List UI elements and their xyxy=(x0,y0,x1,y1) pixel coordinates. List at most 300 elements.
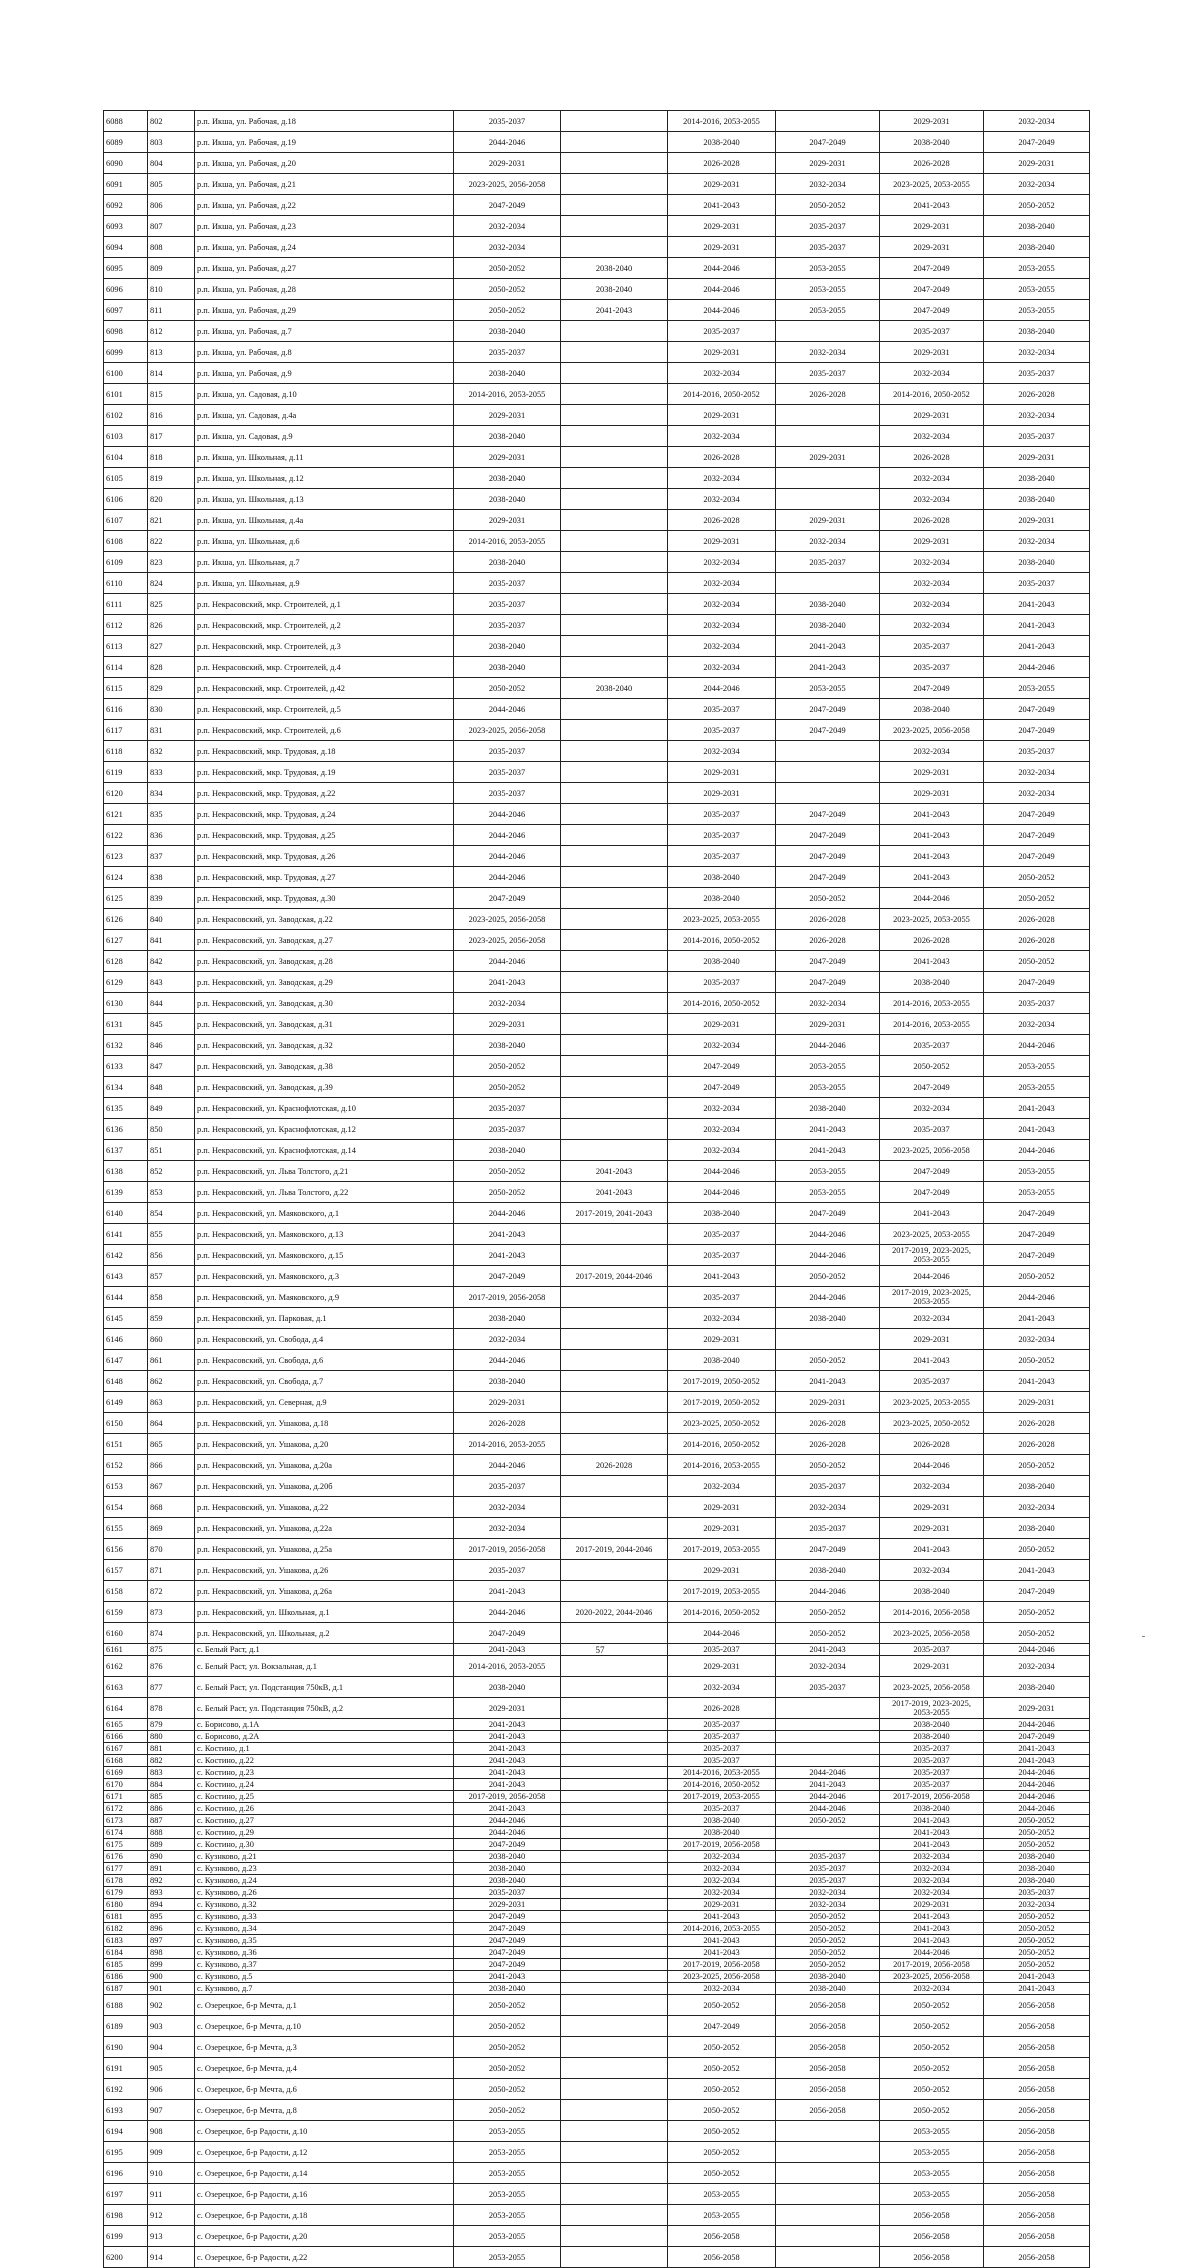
table-row xyxy=(104,2100,1090,2121)
period-6-cell: 2047-2049 xyxy=(984,804,1090,825)
row-number: 6146 xyxy=(104,1329,148,1350)
period-5-cell: 2032-2034 xyxy=(880,1098,984,1119)
period-4-cell: 2044-2046 xyxy=(776,1224,880,1245)
period-5-cell: 2056-2058 xyxy=(880,2205,984,2226)
table-row xyxy=(104,552,1090,573)
period-4-cell: 2029-2031 xyxy=(776,447,880,468)
period-1-cell: 2050-2052 xyxy=(454,1056,561,1077)
period-4-cell xyxy=(776,405,880,426)
period-3-cell: 2032-2034 xyxy=(668,1119,776,1140)
building-number: 860 xyxy=(148,1329,195,1350)
period-6-cell: 2053-2055 xyxy=(984,300,1090,321)
address-cell: с. Озерецкое, б-р Мечта, д.3 xyxy=(195,2037,454,2058)
period-6-cell: 2038-2040 xyxy=(984,1677,1090,1698)
period-6-cell: 2050-2052 xyxy=(984,1539,1090,1560)
period-3-cell: 2050-2052 xyxy=(668,2142,776,2163)
period-6-cell: 2047-2049 xyxy=(984,1224,1090,1245)
period-2-cell xyxy=(561,1098,668,1119)
period-4-cell: 2035-2037 xyxy=(776,1677,880,1698)
period-6-cell: 2044-2046 xyxy=(984,1035,1090,1056)
row-number: 6128 xyxy=(104,951,148,972)
period-2-cell xyxy=(561,2184,668,2205)
table-row xyxy=(104,195,1090,216)
row-number: 6164 xyxy=(104,1698,148,1719)
period-5-cell: 2050-2052 xyxy=(880,2079,984,2100)
period-4-cell: 2041-2043 xyxy=(776,1644,880,1656)
period-6-cell: 2056-2058 xyxy=(984,2037,1090,2058)
period-5-cell: 2032-2034 xyxy=(880,1476,984,1497)
period-3-cell: 2035-2037 xyxy=(668,1224,776,1245)
period-6-cell: 2041-2043 xyxy=(984,615,1090,636)
period-2-cell xyxy=(561,216,668,237)
period-6-cell: 2032-2034 xyxy=(984,783,1090,804)
period-2-cell xyxy=(561,321,668,342)
period-5-cell: 2023-2025, 2050-2052 xyxy=(880,1413,984,1434)
period-6-cell: 2047-2049 xyxy=(984,699,1090,720)
table-row xyxy=(104,1899,1090,1911)
table-row xyxy=(104,1971,1090,1983)
period-3-cell: 2035-2037 xyxy=(668,825,776,846)
period-3-cell: 2029-2031 xyxy=(668,216,776,237)
period-3-cell: 2044-2046 xyxy=(668,1182,776,1203)
table-row xyxy=(104,153,1090,174)
period-6-cell: 2056-2058 xyxy=(984,2058,1090,2079)
building-number: 848 xyxy=(148,1077,195,1098)
period-5-cell: 2023-2025, 2053-2055 xyxy=(880,909,984,930)
period-1-cell: 2047-2049 xyxy=(454,1947,561,1959)
period-1-cell: 2041-2043 xyxy=(454,1743,561,1755)
address-cell: с. Кузнково, д.35 xyxy=(195,1935,454,1947)
address-cell: р.п. Икша, ул. Школьная, д.13 xyxy=(195,489,454,510)
period-2-cell xyxy=(561,1518,668,1539)
period-5-cell: 2041-2043 xyxy=(880,825,984,846)
row-number: 6156 xyxy=(104,1539,148,1560)
period-2-cell: 2041-2043 xyxy=(561,1182,668,1203)
period-3-cell: 2047-2049 xyxy=(668,2016,776,2037)
row-number: 6137 xyxy=(104,1140,148,1161)
building-number: 866 xyxy=(148,1455,195,1476)
row-number: 6151 xyxy=(104,1434,148,1455)
building-number: 804 xyxy=(148,153,195,174)
address-cell: р.п. Некрасовский, ул. Заводская, д.22 xyxy=(195,909,454,930)
row-number: 6101 xyxy=(104,384,148,405)
period-5-cell: 2035-2037 xyxy=(880,1779,984,1791)
period-5-cell: 2053-2055 xyxy=(880,2121,984,2142)
period-1-cell: 2029-2031 xyxy=(454,153,561,174)
period-6-cell: 2053-2055 xyxy=(984,678,1090,699)
period-2-cell xyxy=(561,1923,668,1935)
period-3-cell: 2032-2034 xyxy=(668,573,776,594)
row-number: 6168 xyxy=(104,1755,148,1767)
table-row xyxy=(104,657,1090,678)
period-5-cell: 2032-2034 xyxy=(880,741,984,762)
period-1-cell: 2035-2037 xyxy=(454,594,561,615)
period-6-cell: 2056-2058 xyxy=(984,2247,1090,2268)
period-6-cell: 2050-2052 xyxy=(984,1923,1090,1935)
table-row xyxy=(104,867,1090,888)
period-4-cell: 2047-2049 xyxy=(776,132,880,153)
period-4-cell xyxy=(776,321,880,342)
address-cell: р.п. Некрасовский, мкр. Строителей, д.4 xyxy=(195,657,454,678)
period-4-cell: 2053-2055 xyxy=(776,300,880,321)
table-row xyxy=(104,1839,1090,1851)
period-3-cell: 2014-2016, 2053-2055 xyxy=(668,1767,776,1779)
period-3-cell: 2038-2040 xyxy=(668,1815,776,1827)
building-number: 859 xyxy=(148,1308,195,1329)
row-number: 6095 xyxy=(104,258,148,279)
address-cell: с. Костино, д.23 xyxy=(195,1767,454,1779)
building-number: 869 xyxy=(148,1518,195,1539)
row-number: 6126 xyxy=(104,909,148,930)
address-cell: р.п. Икша, ул. Рабочая, д.28 xyxy=(195,279,454,300)
building-number: 855 xyxy=(148,1224,195,1245)
building-number: 835 xyxy=(148,804,195,825)
period-4-cell: 2050-2052 xyxy=(776,888,880,909)
period-5-cell: 2035-2037 xyxy=(880,1743,984,1755)
period-2-cell: 2017-2019, 2044-2046 xyxy=(561,1539,668,1560)
period-1-cell: 2035-2037 xyxy=(454,762,561,783)
period-2-cell xyxy=(561,1911,668,1923)
period-6-cell: 2050-2052 xyxy=(984,867,1090,888)
building-number: 884 xyxy=(148,1779,195,1791)
table-row xyxy=(104,1698,1090,1719)
period-1-cell: 2014-2016, 2053-2055 xyxy=(454,1656,561,1677)
period-6-cell: 2032-2034 xyxy=(984,531,1090,552)
period-3-cell: 2038-2040 xyxy=(668,1827,776,1839)
period-1-cell: 2029-2031 xyxy=(454,510,561,531)
period-4-cell xyxy=(776,1827,880,1839)
period-2-cell xyxy=(561,1497,668,1518)
period-3-cell: 2014-2016, 2050-2052 xyxy=(668,993,776,1014)
period-6-cell: 2035-2037 xyxy=(984,993,1090,1014)
address-cell: р.п. Некрасовский, мкр. Трудовая, д.18 xyxy=(195,741,454,762)
period-6-cell: 2056-2058 xyxy=(984,2226,1090,2247)
period-1-cell: 2032-2034 xyxy=(454,993,561,1014)
period-5-cell: 2029-2031 xyxy=(880,762,984,783)
table-row xyxy=(104,1779,1090,1791)
address-cell: р.п. Икша, ул. Рабочая, д.27 xyxy=(195,258,454,279)
period-2-cell xyxy=(561,846,668,867)
address-cell: с. Кузнково, д.7 xyxy=(195,1983,454,1995)
period-2-cell: 2026-2028 xyxy=(561,1455,668,1476)
address-cell: р.п. Некрасовский, ул. Заводская, д.39 xyxy=(195,1077,454,1098)
building-number: 909 xyxy=(148,2142,195,2163)
period-4-cell: 2047-2049 xyxy=(776,825,880,846)
period-3-cell: 2032-2034 xyxy=(668,1863,776,1875)
period-3-cell: 2041-2043 xyxy=(668,1266,776,1287)
table-row xyxy=(104,951,1090,972)
building-number: 831 xyxy=(148,720,195,741)
period-3-cell: 2014-2016, 2053-2055 xyxy=(668,1455,776,1476)
table-row xyxy=(104,384,1090,405)
period-4-cell: 2035-2037 xyxy=(776,1476,880,1497)
period-4-cell: 2050-2052 xyxy=(776,1947,880,1959)
period-2-cell xyxy=(561,762,668,783)
period-5-cell: 2026-2028 xyxy=(880,1434,984,1455)
address-cell: р.п. Икша, ул. Школьная, д.12 xyxy=(195,468,454,489)
period-6-cell: 2047-2049 xyxy=(984,846,1090,867)
address-cell: р.п. Икша, ул. Школьная, д.7 xyxy=(195,552,454,573)
period-2-cell xyxy=(561,468,668,489)
building-number: 830 xyxy=(148,699,195,720)
period-3-cell: 2017-2019, 2053-2055 xyxy=(668,1791,776,1803)
row-number: 6181 xyxy=(104,1911,148,1923)
address-cell: с. Озерецкое, б-р Мечта, д.4 xyxy=(195,2058,454,2079)
period-5-cell: 2035-2037 xyxy=(880,1035,984,1056)
table-row xyxy=(104,909,1090,930)
period-4-cell: 2032-2034 xyxy=(776,1887,880,1899)
table-row xyxy=(104,1518,1090,1539)
period-4-cell xyxy=(776,741,880,762)
period-1-cell: 2050-2052 xyxy=(454,258,561,279)
period-1-cell: 2044-2046 xyxy=(454,1827,561,1839)
period-1-cell: 2035-2037 xyxy=(454,1887,561,1899)
period-4-cell xyxy=(776,426,880,447)
period-2-cell xyxy=(561,1935,668,1947)
period-2-cell xyxy=(561,1350,668,1371)
period-1-cell: 2050-2052 xyxy=(454,1161,561,1182)
period-5-cell: 2032-2034 xyxy=(880,1983,984,1995)
building-number: 904 xyxy=(148,2037,195,2058)
building-number: 881 xyxy=(148,1743,195,1755)
period-4-cell: 2047-2049 xyxy=(776,867,880,888)
period-6-cell: 2032-2034 xyxy=(984,111,1090,132)
building-number: 912 xyxy=(148,2205,195,2226)
period-2-cell xyxy=(561,1287,668,1308)
period-1-cell: 2044-2046 xyxy=(454,1455,561,1476)
period-2-cell: 2038-2040 xyxy=(561,258,668,279)
period-6-cell: 2035-2037 xyxy=(984,1887,1090,1899)
period-6-cell: 2029-2031 xyxy=(984,153,1090,174)
period-1-cell: 2053-2055 xyxy=(454,2226,561,2247)
period-2-cell xyxy=(561,2100,668,2121)
period-4-cell: 2038-2040 xyxy=(776,615,880,636)
period-3-cell: 2032-2034 xyxy=(668,489,776,510)
row-number: 6124 xyxy=(104,867,148,888)
period-5-cell: 2032-2034 xyxy=(880,1863,984,1875)
period-1-cell: 2047-2049 xyxy=(454,1935,561,1947)
building-number: 833 xyxy=(148,762,195,783)
building-number: 817 xyxy=(148,426,195,447)
period-1-cell: 2053-2055 xyxy=(454,2142,561,2163)
table-row xyxy=(104,1656,1090,1677)
period-4-cell: 2026-2028 xyxy=(776,384,880,405)
period-1-cell: 2044-2046 xyxy=(454,951,561,972)
address-cell: р.п. Некрасовский, ул. Краснофлотская, д.14 xyxy=(195,1140,454,1161)
table-row xyxy=(104,1911,1090,1923)
period-6-cell: 2056-2058 xyxy=(984,2163,1090,2184)
period-3-cell: 2041-2043 xyxy=(668,1911,776,1923)
table-row xyxy=(104,1767,1090,1779)
address-cell: р.п. Некрасовский, ул. Ушакова, д.22а xyxy=(195,1518,454,1539)
period-1-cell: 2053-2055 xyxy=(454,2247,561,2268)
period-3-cell: 2029-2031 xyxy=(668,405,776,426)
period-6-cell: 2044-2046 xyxy=(984,1779,1090,1791)
period-2-cell: 2020-2022, 2044-2046 xyxy=(561,1602,668,1623)
period-5-cell: 2026-2028 xyxy=(880,447,984,468)
period-6-cell: 2050-2052 xyxy=(984,1827,1090,1839)
row-number: 6120 xyxy=(104,783,148,804)
period-5-cell: 2038-2040 xyxy=(880,1581,984,1602)
period-6-cell: 2038-2040 xyxy=(984,321,1090,342)
period-4-cell xyxy=(776,2121,880,2142)
repair-schedule-table xyxy=(103,110,1090,2268)
address-cell: с. Костино, д.27 xyxy=(195,1815,454,1827)
building-number: 901 xyxy=(148,1983,195,1995)
period-4-cell xyxy=(776,2142,880,2163)
period-5-cell: 2023-2025, 2053-2055 xyxy=(880,1392,984,1413)
period-3-cell: 2029-2031 xyxy=(668,531,776,552)
period-2-cell xyxy=(561,1119,668,1140)
period-4-cell: 2044-2046 xyxy=(776,1245,880,1266)
building-number: 907 xyxy=(148,2100,195,2121)
table-row xyxy=(104,1731,1090,1743)
period-2-cell xyxy=(561,132,668,153)
period-1-cell: 2029-2031 xyxy=(454,1014,561,1035)
table-row xyxy=(104,1014,1090,1035)
row-number: 6105 xyxy=(104,468,148,489)
building-number: 829 xyxy=(148,678,195,699)
period-3-cell: 2014-2016, 2050-2052 xyxy=(668,384,776,405)
building-number: 867 xyxy=(148,1476,195,1497)
period-4-cell: 2044-2046 xyxy=(776,1035,880,1056)
period-3-cell: 2014-2016, 2050-2052 xyxy=(668,1602,776,1623)
period-2-cell xyxy=(561,195,668,216)
address-cell: р.п. Икша, ул. Садовая, д.10 xyxy=(195,384,454,405)
row-number: 6088 xyxy=(104,111,148,132)
period-3-cell: 2029-2031 xyxy=(668,762,776,783)
building-number: 815 xyxy=(148,384,195,405)
period-4-cell: 2044-2046 xyxy=(776,1791,880,1803)
period-2-cell xyxy=(561,804,668,825)
period-4-cell: 2035-2037 xyxy=(776,1518,880,1539)
address-cell: р.п. Некрасовский, ул. Школьная, д.1 xyxy=(195,1602,454,1623)
period-4-cell xyxy=(776,573,880,594)
address-cell: р.п. Некрасовский, мкр. Трудовая, д.22 xyxy=(195,783,454,804)
period-6-cell: 2041-2043 xyxy=(984,636,1090,657)
building-number: 899 xyxy=(148,1959,195,1971)
period-3-cell: 2026-2028 xyxy=(668,447,776,468)
period-4-cell: 2050-2052 xyxy=(776,1935,880,1947)
period-6-cell: 2044-2046 xyxy=(984,657,1090,678)
period-4-cell: 2050-2052 xyxy=(776,1350,880,1371)
period-2-cell xyxy=(561,1767,668,1779)
row-number: 6188 xyxy=(104,1995,148,2016)
period-1-cell: 2044-2046 xyxy=(454,804,561,825)
table-row xyxy=(104,489,1090,510)
period-6-cell: 2035-2037 xyxy=(984,573,1090,594)
period-2-cell xyxy=(561,510,668,531)
period-2-cell xyxy=(561,2016,668,2037)
period-2-cell xyxy=(561,972,668,993)
period-2-cell xyxy=(561,1971,668,1983)
period-2-cell xyxy=(561,1371,668,1392)
building-number: 906 xyxy=(148,2079,195,2100)
period-3-cell: 2032-2034 xyxy=(668,1875,776,1887)
period-5-cell: 2023-2025, 2053-2055 xyxy=(880,1224,984,1245)
period-6-cell: 2050-2052 xyxy=(984,1455,1090,1476)
address-cell: р.п. Икша, ул. Рабочая, д.18 xyxy=(195,111,454,132)
period-6-cell: 2038-2040 xyxy=(984,1863,1090,1875)
period-5-cell: 2035-2037 xyxy=(880,1755,984,1767)
period-6-cell: 2056-2058 xyxy=(984,2205,1090,2226)
table-row xyxy=(104,762,1090,783)
address-cell: с. Кузнково, д.37 xyxy=(195,1959,454,1971)
row-number: 6158 xyxy=(104,1581,148,1602)
period-1-cell: 2038-2040 xyxy=(454,1035,561,1056)
period-5-cell: 2017-2019, 2023-2025, 2053-2055 xyxy=(880,1698,984,1719)
period-4-cell: 2047-2049 xyxy=(776,972,880,993)
period-3-cell: 2035-2037 xyxy=(668,1287,776,1308)
table-row xyxy=(104,1287,1090,1308)
period-4-cell: 2056-2058 xyxy=(776,2100,880,2121)
address-cell: с. Озерецкое, б-р Радости, д.12 xyxy=(195,2142,454,2163)
row-number: 6130 xyxy=(104,993,148,1014)
period-5-cell: 2041-2043 xyxy=(880,951,984,972)
table-row xyxy=(104,2205,1090,2226)
period-3-cell: 2017-2019, 2056-2058 xyxy=(668,1959,776,1971)
period-3-cell: 2044-2046 xyxy=(668,279,776,300)
address-cell: р.п. Некрасовский, мкр. Строителей, д.42 xyxy=(195,678,454,699)
address-cell: р.п. Икша, ул. Школьная, д.6 xyxy=(195,531,454,552)
building-number: 827 xyxy=(148,636,195,657)
period-6-cell: 2053-2055 xyxy=(984,1161,1090,1182)
period-1-cell: 2035-2037 xyxy=(454,783,561,804)
period-5-cell: 2047-2049 xyxy=(880,1182,984,1203)
period-5-cell: 2032-2034 xyxy=(880,426,984,447)
row-number: 6165 xyxy=(104,1719,148,1731)
period-1-cell: 2029-2031 xyxy=(454,1899,561,1911)
period-1-cell: 2050-2052 xyxy=(454,2037,561,2058)
building-number: 856 xyxy=(148,1245,195,1266)
address-cell: с. Кузнково, д.23 xyxy=(195,1863,454,1875)
table-row xyxy=(104,321,1090,342)
address-cell: с. Костино, д.1 xyxy=(195,1743,454,1755)
period-3-cell: 2032-2034 xyxy=(668,1035,776,1056)
table-row xyxy=(104,1392,1090,1413)
period-5-cell: 2041-2043 xyxy=(880,195,984,216)
period-4-cell: 2047-2049 xyxy=(776,846,880,867)
address-cell: с. Озерецкое, б-р Радости, д.22 xyxy=(195,2247,454,2268)
table-row xyxy=(104,888,1090,909)
period-4-cell: 2032-2034 xyxy=(776,1899,880,1911)
row-number: 6166 xyxy=(104,1731,148,1743)
period-1-cell: 2050-2052 xyxy=(454,1077,561,1098)
period-3-cell: 2050-2052 xyxy=(668,2079,776,2100)
period-2-cell xyxy=(561,2142,668,2163)
building-number: 819 xyxy=(148,468,195,489)
period-1-cell: 2044-2046 xyxy=(454,699,561,720)
row-number: 6172 xyxy=(104,1803,148,1815)
period-2-cell xyxy=(561,1887,668,1899)
period-3-cell: 2017-2019, 2053-2055 xyxy=(668,1539,776,1560)
table-row xyxy=(104,2058,1090,2079)
building-number: 903 xyxy=(148,2016,195,2037)
address-cell: р.п. Некрасовский, ул. Заводская, д.32 xyxy=(195,1035,454,1056)
period-6-cell: 2041-2043 xyxy=(984,1983,1090,1995)
period-3-cell: 2029-2031 xyxy=(668,1014,776,1035)
period-5-cell: 2047-2049 xyxy=(880,1161,984,1182)
period-4-cell: 2056-2058 xyxy=(776,2079,880,2100)
period-4-cell: 2035-2037 xyxy=(776,1875,880,1887)
period-6-cell: 2044-2046 xyxy=(984,1140,1090,1161)
period-2-cell: 2038-2040 xyxy=(561,678,668,699)
row-number: 6180 xyxy=(104,1899,148,1911)
period-2-cell: 2041-2043 xyxy=(561,300,668,321)
period-5-cell: 2032-2034 xyxy=(880,1308,984,1329)
table-row xyxy=(104,1350,1090,1371)
period-5-cell: 2029-2031 xyxy=(880,237,984,258)
